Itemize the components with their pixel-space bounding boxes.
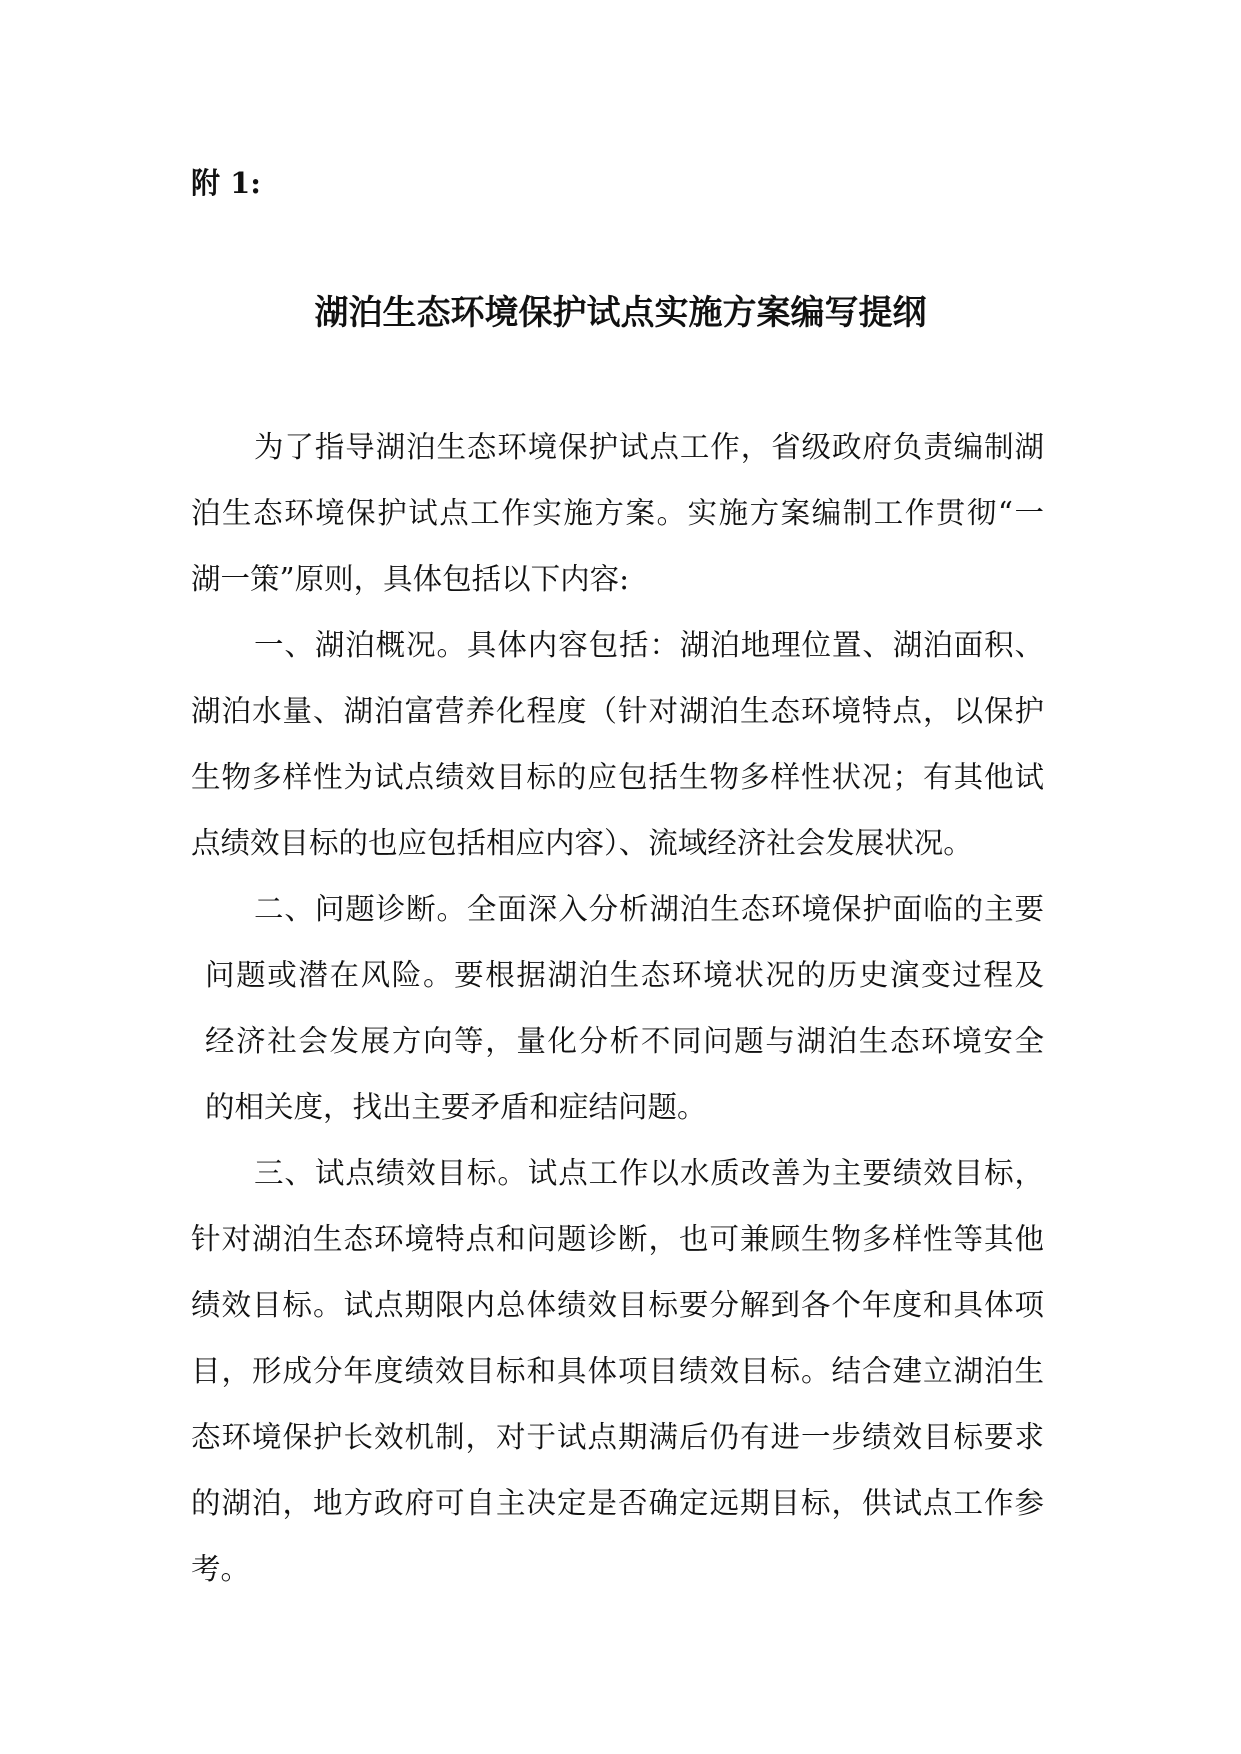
body-line: 为了指导湖泊生态环境保护试点工作，省级政府负责编制湖 (254, 430, 1044, 464)
body-line: 问题或潜在风险。要根据湖泊生态环境状况的历史演变过程及 (205, 958, 1044, 992)
body-line: 生物多样性为试点绩效目标的应包括生物多样性状况；有其他试 (191, 760, 1044, 794)
body-line: 的湖泊，地方政府可自主决定是否确定远期目标，供试点工作参 (191, 1486, 1044, 1520)
body-line: 湖泊水量、湖泊富营养化程度（针对湖泊生态环境特点，以保护 (191, 694, 1044, 728)
body-line: 绩效目标。试点期限内总体绩效目标要分解到各个年度和具体项 (191, 1288, 1044, 1322)
body-line: 目，形成分年度绩效目标和具体项目绩效目标。结合建立湖泊生 (191, 1354, 1044, 1388)
body-line: 针对湖泊生态环境特点和问题诊断，也可兼顾生物多样性等其他 (191, 1222, 1044, 1256)
body-line: 态环境保护长效机制，对于试点期满后仍有进一步绩效目标要求 (191, 1420, 1044, 1454)
body-line: 点绩效目标的也应包括相应内容）、流域经济社会发展状况。 (191, 826, 973, 860)
annex-label: 附 1: (191, 166, 261, 200)
body-line: 一、湖泊概况。具体内容包括：湖泊地理位置、湖泊面积、 (254, 628, 1044, 662)
body-line: 湖一策”原则，具体包括以下内容: (191, 562, 630, 596)
body-line: 经济社会发展方向等，量化分析不同问题与湖泊生态环境安全 (205, 1024, 1044, 1058)
body-line: 考。 (191, 1552, 251, 1586)
body-line: 二、问题诊断。全面深入分析湖泊生态环境保护面临的主要 (254, 892, 1044, 926)
document-title: 湖泊生态环境保护试点实施方案编写提纲 (314, 293, 927, 333)
body-line: 泊生态环境保护试点工作实施方案。实施方案编制工作贯彻“一 (191, 496, 1044, 530)
body-line: 三、试点绩效目标。试点工作以水质改善为主要绩效目标， (254, 1156, 1044, 1190)
body-line: 的相关度，找出主要矛盾和症结问题。 (205, 1090, 707, 1124)
